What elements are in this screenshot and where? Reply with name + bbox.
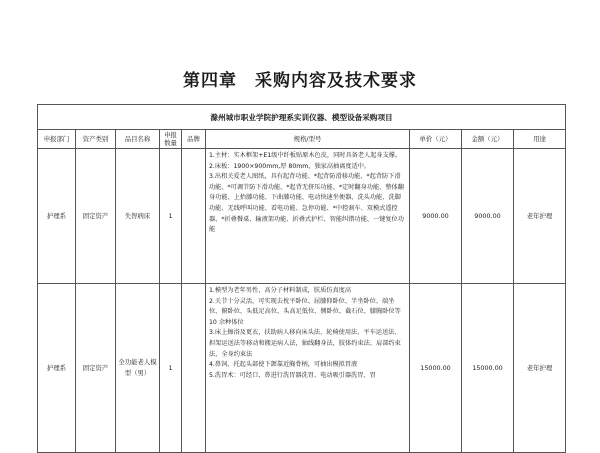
spec-line: 3.出租关爱老人图纸，具有起背功能、*起背防滑移功能、*起背防下滑功能、*可调节防下滑功能、*起背无挤压功能、*定时翻身功能、整体翻身功能、上抬膝功能、下曲膝功能、电动快速坐便器、洗头功能、洗脚功能、无线呼叫功能、看电功能、急停功能、*中控刹车、双模式遥控器、*折叠餐桌、输液架功能、折叠式护栏、智能纠错功能、一键复位功能 [209,173,404,234]
spec-line: 1.主材：实木框架+E1级中纤板贴原木色皮，同时具备老人起身支撑。2.床板：1900×900mm,厚 80mm，独家高抽离度适中。 [209,152,402,170]
spec-line: 1.模型为老年男性，高分子材料制成，肤质仿真度高 [209,287,352,294]
cell-name: 全功能老人模型（男） [116,284,160,453]
header-dept: 申报部门 [38,130,76,149]
header-brand: 品牌 [182,130,206,149]
cell-brand [182,284,206,453]
cell-amount: 15000.00 [462,284,514,453]
table-caption: 滁州城市职业学院护理系实训仪器、模型设备采购项目 [38,105,566,130]
table-row [38,149,566,284]
table-row [38,284,566,453]
table-header-row [38,130,566,149]
header-amount: 金额（元） [462,130,514,149]
header-qty: 申报数量 [160,130,182,149]
cell-dept: 护理系 [38,284,76,453]
header-name: 品目名称 [116,130,160,149]
cell-spec [206,149,410,284]
cell-asset-type: 固定资产 [76,149,116,284]
header-purpose: 用途 [514,130,566,149]
header-unit-price: 单价（元） [410,130,462,149]
cell-purpose: 老年护理 [514,284,566,453]
spec-line: 2.关节十分灵活，可实现去枕平卧位、屈膝仰卧位、半坐卧位、端坐位、俯卧位、头低足高位、头高足低位、侧卧位、截石位、膝胸卧位等 10 余种体位 [209,297,401,326]
chapter-title: 第四章 采购内容及技术要求 [183,71,417,91]
cell-unit-price: 15000.00 [410,284,462,453]
spec-line: 3.床上擦浴及更衣，扶助病人移向床头法、轮椅使用法、平车运送法、担架运送法等移动和搬运病人法，轴线翻身法，肢体约束法、肩部约束法、全身约束法 [209,329,401,358]
cell-purpose: 老年护理 [514,149,566,284]
cell-name: 失智病床 [116,149,160,284]
cell-brand [182,149,206,284]
cell-dept: 护理系 [38,149,76,284]
header-spec: 规格/型号 [206,130,410,149]
cell-asset-type: 固定资产 [76,284,116,453]
cell-qty: 1 [160,284,182,453]
cell-qty: 1 [160,149,182,284]
header-asset-type: 资产类别 [76,130,116,149]
cell-amount: 9000.00 [462,149,514,284]
spec-line: 4.鼻饲，托起头部使下颌靠近胸骨柄，可抽出模拟胃液 [209,361,358,369]
procurement-table [37,104,566,453]
cell-unit-price: 9000.00 [410,149,462,284]
cell-spec [206,284,410,453]
spec-line: 5.洗胃术：可经口、鼻进行洗胃器洗胃、电动吸引器洗胃、胃 [209,371,376,379]
